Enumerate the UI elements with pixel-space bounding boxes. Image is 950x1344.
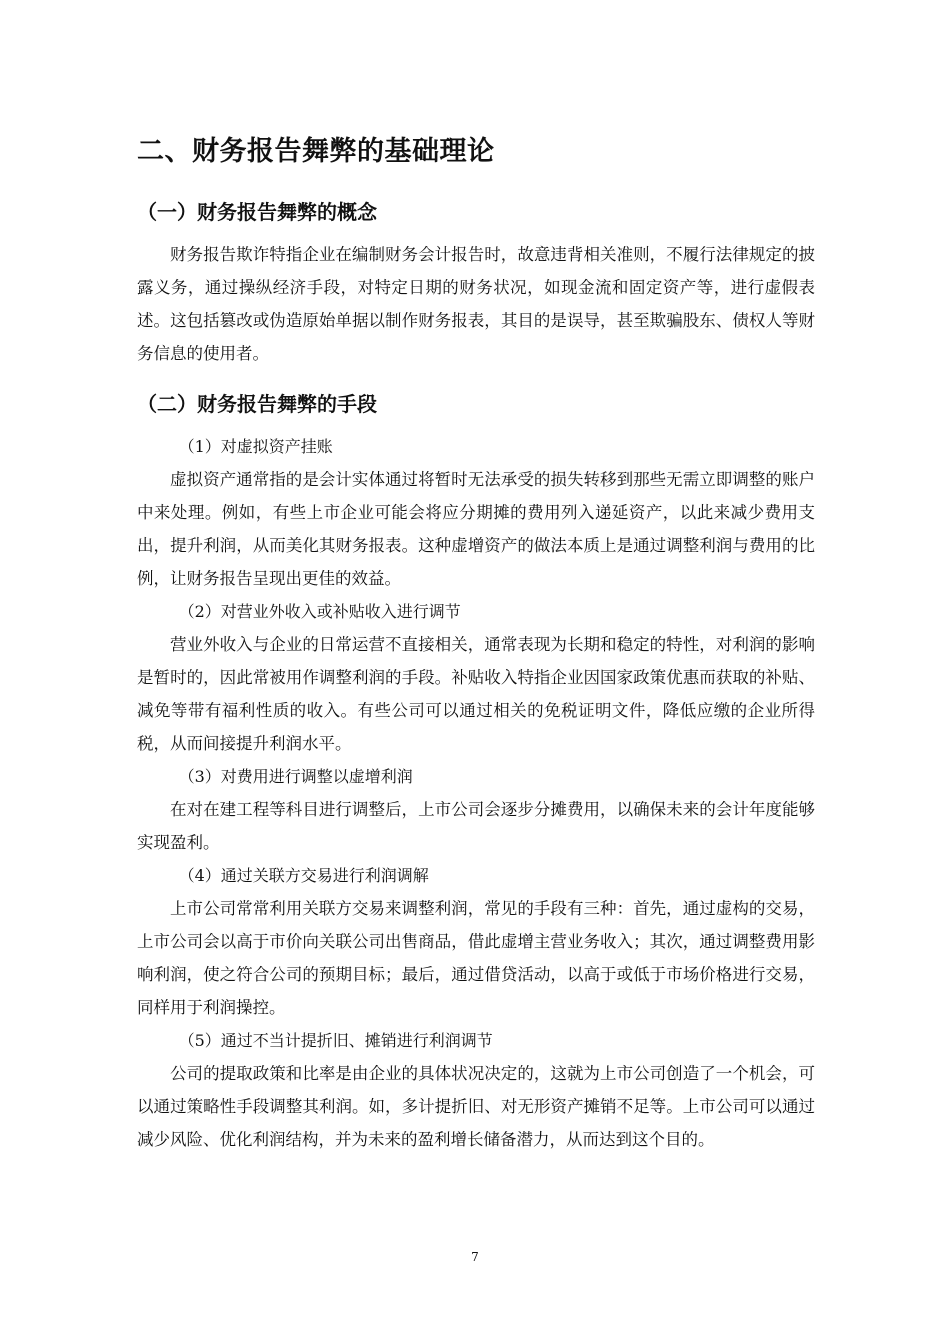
item-3-label: （3）对费用进行调整以虚增利润 <box>178 767 413 786</box>
item-5-paragraph: 公司的提取政策和比率是由企业的具体状况决定的，这就为上市公司创造了一个机会，可以通过策略性手段调整其利润。如，多计提折旧、对无形资产摊销不足等。上市公司可以通过减少风险、优化利润结构，并为未来的盈利增长储备潜力，从而达到这个目的。 <box>137 1064 815 1149</box>
item-2-paragraph: 营业外收入与企业的日常运营不直接相关，通常表现为长期和稳定的特性，对利润的影响是暂时的，因此常被用作调整利润的手段。补贴收入特指企业因国家政策优惠而获取的补贴、减免等带有福利性质的收入。有些公司可以通过相关的免税证明文件，降低应缴的企业所得税，从而间接提升利润水平。 <box>137 635 815 753</box>
section-1-paragraph: 财务报告欺诈特指企业在编制财务会计报告时，故意违背相关准则，不履行法律规定的披露义务，通过操纵经济手段，对特定日期的财务状况，如现金流和固定资产等，进行虚假表述。这包括篡改或伪造原始单据以制作财务报表，其目的是误导，甚至欺骗股东、债权人等财务信息的使用者。 <box>137 245 815 363</box>
item-4-paragraph: 上市公司常常利用关联方交易来调整利润，常见的手段有三种：首先，通过虚构的交易，上市公司会以高于市价向关联公司出售商品，借此虚增主营业务收入；其次，通过调整费用影响利润，使之符合公司的预期目标；最后，通过借贷活动，以高于或低于市场价格进行交易，同样用于利润操控。 <box>137 899 815 1017</box>
item-2-label: （2）对营业外收入或补贴收入进行调节 <box>178 602 461 621</box>
item-1-label: （1）对虚拟资产挂账 <box>178 437 333 456</box>
section-2-heading: （二）财务报告舞弊的手段 <box>137 392 377 416</box>
chapter-heading: 二、财务报告舞弊的基础理论 <box>137 136 495 167</box>
item-5-label: （5）通过不当计提折旧、摊销进行利润调节 <box>178 1031 493 1050</box>
item-1-paragraph: 虚拟资产通常指的是会计实体通过将暂时无法承受的损失转移到那些无需立即调整的账户中来处理。例如，有些上市企业可能会将应分期摊的费用列入递延资产，以此来减少费用支出，提升利润，从而美化其财务报表。这种虚增资产的做法本质上是通过调整利润与费用的比例，让财务报告呈现出更佳的效益。 <box>137 470 815 588</box>
item-3-paragraph: 在对在建工程等科目进行调整后，上市公司会逐步分摊费用，以确保未来的会计年度能够实现盈利。 <box>137 800 815 852</box>
page-content <box>137 132 815 1156</box>
section-1-heading: （一）财务报告舞弊的概念 <box>137 200 377 224</box>
item-4-label: （4）通过关联方交易进行利润调解 <box>178 866 429 885</box>
page-number: 7 <box>471 1250 479 1264</box>
